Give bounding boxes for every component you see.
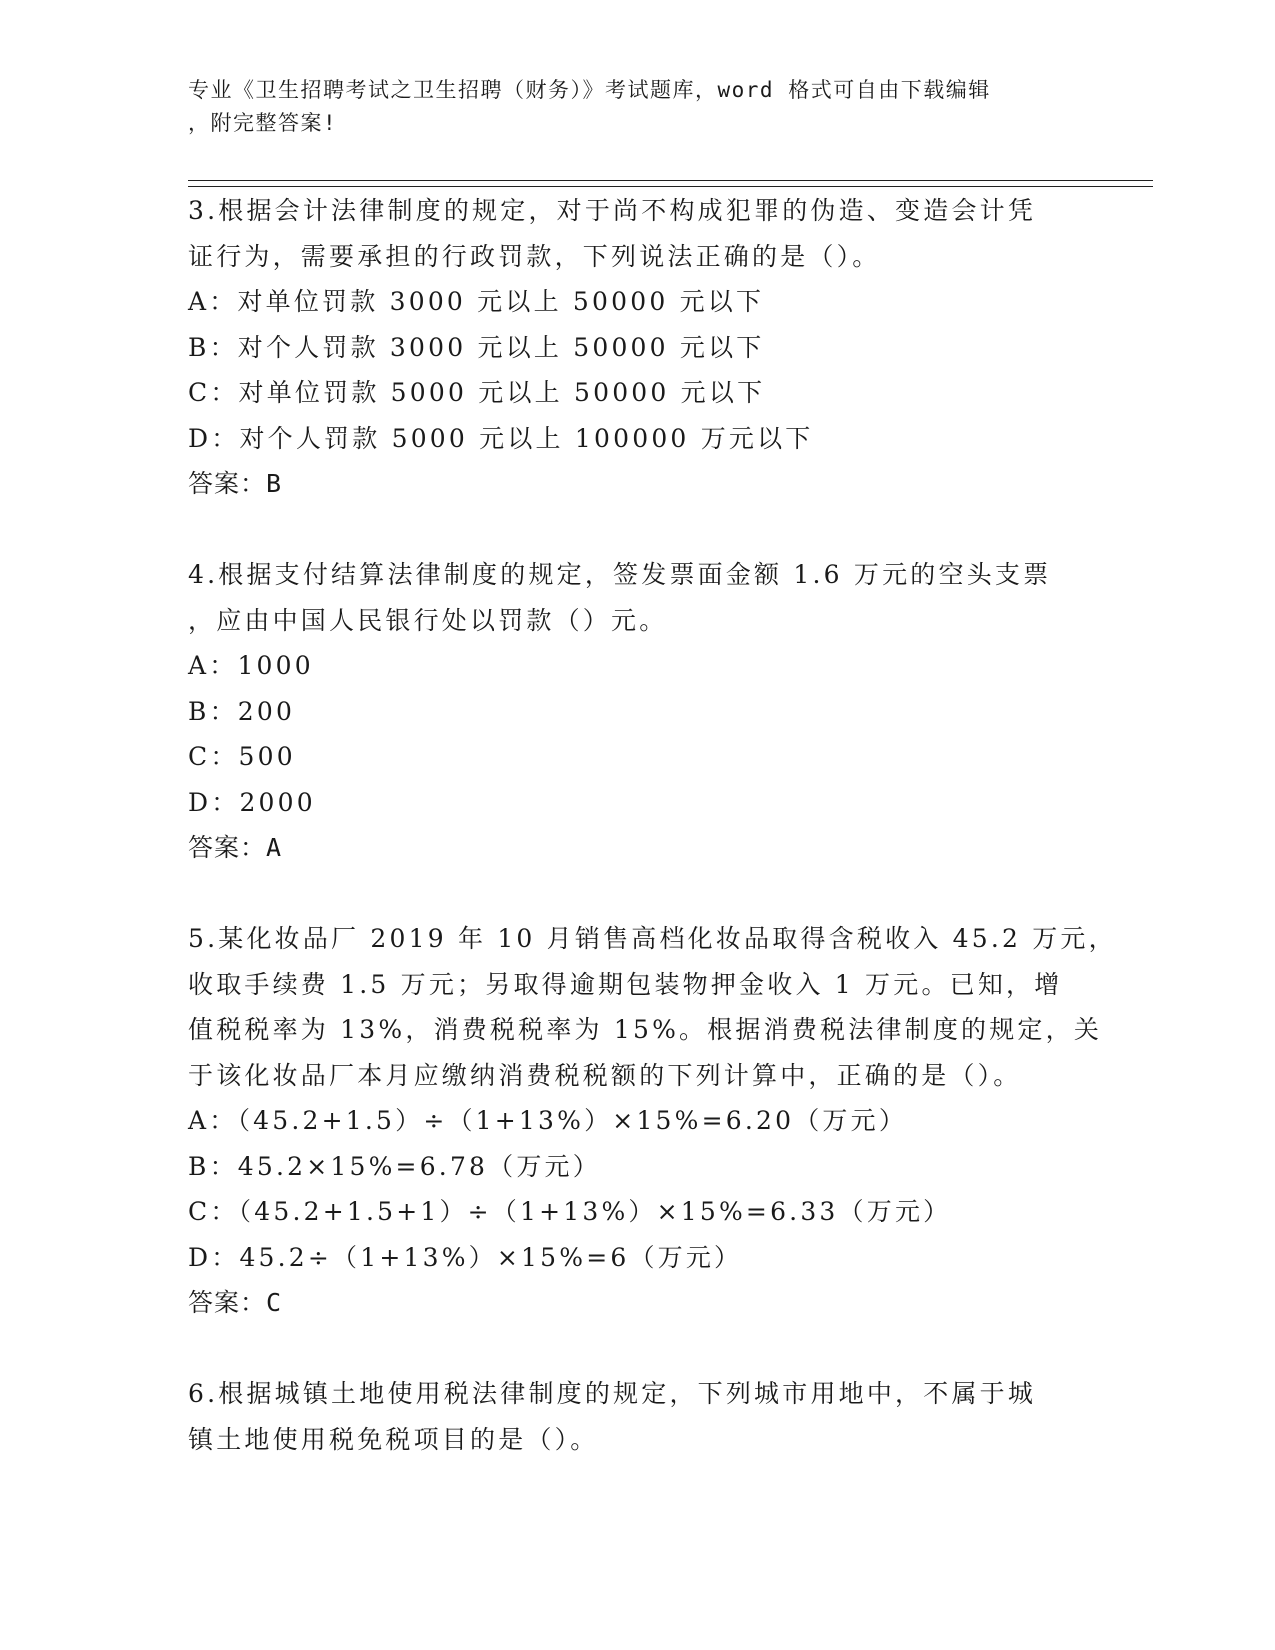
option-c: C：（45.2+1.5+1）÷（1+13%）×15%=6.33（万元） [188, 1197, 952, 1226]
question-list [188, 188, 1117, 1462]
question-5 [188, 916, 1117, 1326]
option-b: B：对个人罚款 3000 元以上 50000 元以下 [188, 332, 765, 362]
question-spacer [188, 871, 1088, 917]
option-b: B：45.2×15%=6.78（万元） [188, 1151, 601, 1181]
question-4 [188, 552, 1088, 871]
option-a: A：1000 [188, 651, 314, 680]
header-divider-top [188, 180, 1153, 181]
option-a: A：对单位罚款 3000 元以上 50000 元以下 [188, 287, 765, 316]
answer: 答案：B [188, 469, 283, 498]
question-stem-line: 6.根据城镇土地使用税法律制度的规定，下列城市用地中，不属于城 [188, 1379, 1037, 1408]
document-header [188, 74, 1068, 140]
option-c: C：500 [188, 742, 296, 771]
header-line-1: 专业《卫生招聘考试之卫生招聘（财务）》考试题库，word 格式可自由下载编辑 [188, 78, 991, 102]
option-b: B：200 [188, 696, 296, 726]
question-3 [188, 188, 1088, 507]
question-stem-line: 镇土地使用税免税项目的是（）。 [188, 1424, 599, 1454]
header-line-2: ，附完整答案! [188, 111, 338, 135]
answer: 答案：A [188, 833, 283, 862]
question-stem-line: 值税税率为 13%，消费税税率为 15%。根据消费税法律制度的规定，关 [188, 1015, 1103, 1044]
option-d: D：45.2÷（1+13%）×15%=6（万元） [188, 1242, 743, 1272]
question-stem-line: ，应由中国人民银行处以罚款（）元。 [188, 605, 668, 635]
question-spacer [188, 507, 1088, 553]
question-stem-line: 3.根据会计法律制度的规定，对于尚不构成犯罪的伪造、变造会计凭 [188, 196, 1037, 225]
question-spacer [188, 1326, 1088, 1372]
header-divider-bottom [188, 186, 1153, 187]
option-d: D：对个人罚款 5000 元以上 100000 万元以下 [188, 423, 814, 453]
question-stem-line: 于该化妆品厂本月应缴纳消费税税额的下列计算中，正确的是（）。 [188, 1060, 1022, 1090]
question-stem-line: 收取手续费 1.5 万元；另取得逾期包装物押金收入 1 万元。已知，增 [188, 969, 1063, 999]
question-stem-line: 证行为，需要承担的行政罚款，下列说法正确的是（）。 [188, 241, 881, 271]
option-d: D：2000 [188, 787, 316, 817]
option-a: A：（45.2+1.5）÷（1+13%）×15%=6.20（万元） [188, 1106, 908, 1135]
option-c: C：对单位罚款 5000 元以上 50000 元以下 [188, 378, 766, 407]
question-stem-line: 5.某化妆品厂 2019 年 10 月销售高档化妆品取得含税收入 45.2 万元， [188, 924, 1117, 953]
question-stem-line: 4.根据支付结算法律制度的规定，签发票面金额 1.6 万元的空头支票 [188, 560, 1052, 589]
answer: 答案：C [188, 1288, 283, 1317]
question-6 [188, 1371, 1088, 1462]
